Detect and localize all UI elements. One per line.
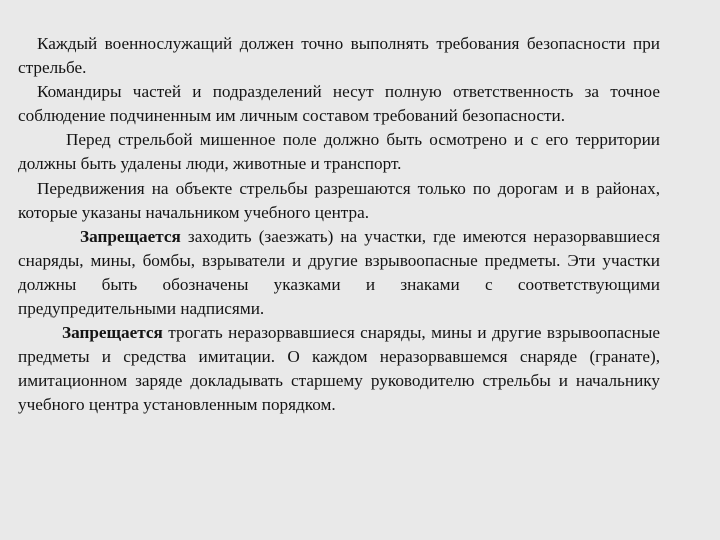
- prohibited-keyword: Запрещается: [62, 323, 163, 343]
- paragraph-3: Перед стрельбой мишенное поле должно быть осмотрено и с его территории должны быть удалены люди, животные и транспорт.: [18, 130, 660, 174]
- paragraph-5: [18, 225, 660, 321]
- paragraph-4: Передвижения на объекте стрельбы разрешаются только по дорогам и в районах, которые указаны начальником учебного центра.: [18, 178, 660, 222]
- prohibited-keyword: Запрещается: [80, 226, 181, 246]
- paragraph-6: [18, 321, 660, 417]
- safety-rules-text: [18, 32, 660, 418]
- paragraph-5-text: заходить (заезжать) на участки, где имеются неразорвавшиеся снаряды, мины, бомбы, взрыватели и другие взрывоопасные предметы. Эти участки должны быть обозначены указками и знаками с соответствующими предупредительными надписями.: [18, 226, 660, 319]
- paragraph-6-text: трогать неразорвавшиеся снаряды, мины и другие взрывоопасные предметы и средства имитации. О каждом неразорвавшемся снаряде (гранате), имитационном заряде докладывать старшему руководителю стрельбы и начальнику учебного центра установленным порядком.: [18, 323, 660, 415]
- paragraph-1: Каждый военнослужащий должен точно выполнять требования безопасности при стрельбе.: [18, 34, 660, 78]
- paragraph-2: Командиры частей и подразделений несут полную ответственность за точное соблюдение подчиненным им личным составом требований безопасности.: [18, 82, 660, 126]
